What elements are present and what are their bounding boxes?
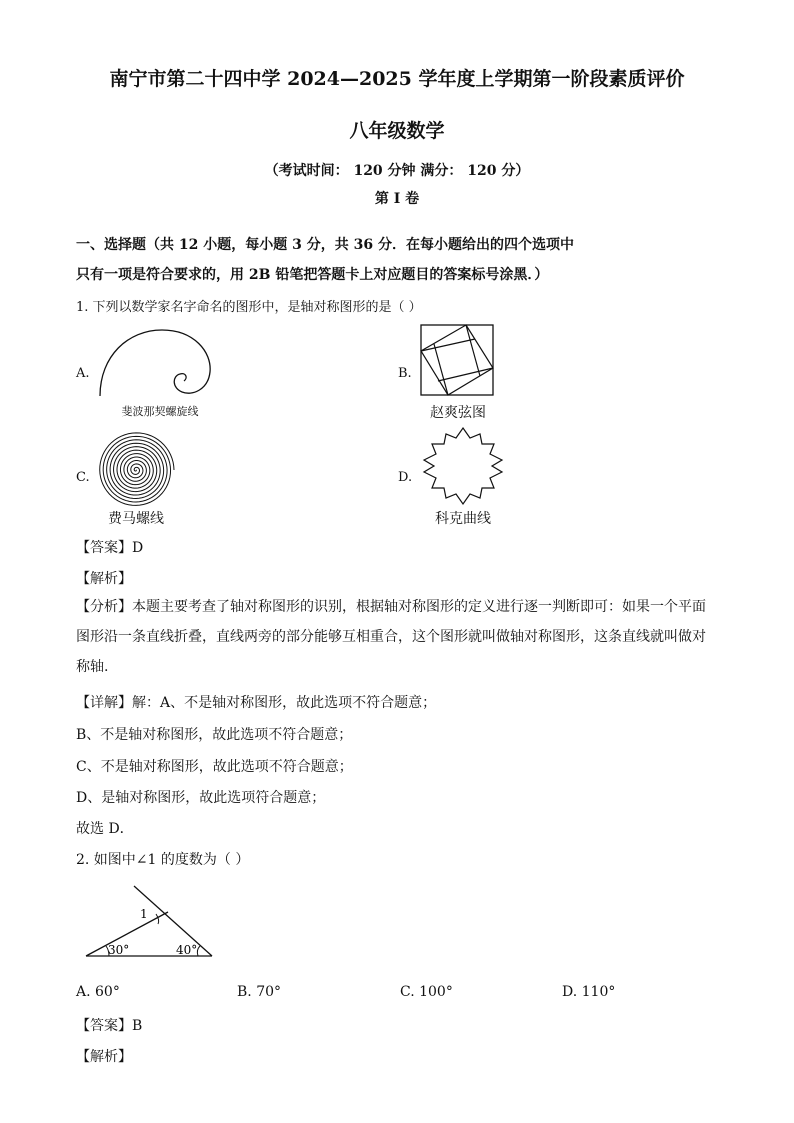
koch-curve-icon: [418, 426, 508, 506]
q1-detail-line-5: 故选 D．: [76, 821, 134, 837]
triangle-figure: [84, 884, 216, 960]
q1-detail-line-3: C、不是轴对称图形，故此选项不符合题意；: [76, 759, 353, 775]
q1-detail-line-4: D、是轴对称图形，故此选项符合题意；: [76, 790, 326, 806]
q1-detail-line-2: B、不是轴对称图形，故此选项不符合题意；: [76, 727, 353, 743]
question-2-stem: 2. 如图中∠1 的度数为（ ）: [76, 852, 250, 868]
q1-option-c-letter: C.: [76, 470, 90, 485]
q1-answer: 【答案】D: [76, 540, 144, 556]
q1-option-d-letter: D.: [398, 470, 413, 485]
q1-option-c-caption: 费马螺线: [108, 511, 164, 527]
section-heading-line1: 一、选择题（共 12 小题，每小题 3 分，共 36 分．在每小题给出的四个选项中: [76, 237, 574, 253]
q2-option-c: C. 100°: [400, 984, 453, 1000]
fermat-spiral-path: [100, 433, 174, 506]
q1-analysis-text: 【分析】本题主要考查了轴对称图形的识别，根据轴对称图形的定义进行逐一判断即可：如果一个平面图形沿一条直线折叠，直线两旁的部分能够互相重合，这个图形就叫做轴对称图形，这条直线就叫做对称轴.: [76, 599, 706, 675]
exam-info: （考试时间： 120 分钟 满分： 120 分）: [264, 163, 530, 179]
q2-analysis-label: 【解析】: [76, 1049, 132, 1065]
q1-option-b-caption: 赵爽弦图: [430, 405, 486, 421]
zhao-shuang-diagram-icon: [420, 324, 496, 398]
q1-option-a-letter: A.: [76, 366, 90, 381]
question-1-stem: 1. 下列以数学家名字命名的图形中，是轴对称图形的是（ ）: [76, 300, 422, 315]
q1-option-d-caption: 科克曲线: [435, 511, 491, 527]
fermat-spiral-icon: [96, 430, 176, 510]
q1-analysis-label: 【解析】: [76, 571, 132, 587]
angle-40-label: 40°: [176, 943, 198, 957]
q2-option-b: B. 70°: [237, 984, 282, 1000]
q1-option-b-letter: B.: [398, 366, 412, 381]
fibonacci-spiral-icon: [98, 326, 220, 398]
angle-30-label: 30°: [108, 943, 130, 957]
q1-detail-line-1: 【详解】解：A、不是轴对称图形，故此选项不符合题意；: [76, 695, 437, 711]
q2-option-a: A. 60°: [76, 984, 120, 1000]
q1-option-a-caption: 斐波那契螺旋线: [121, 405, 199, 418]
document-title-line1: 南宁市第二十四中学 2024—2025 学年度上学期第一阶段素质评价: [109, 68, 685, 90]
section-heading-line2: 只有一项是符合要求的，用 2B 铅笔把答题卡上对应题目的答案标号涂黑．）: [76, 267, 549, 283]
q2-option-d: D. 110°: [562, 984, 616, 1000]
angle-1-label: 1: [140, 907, 148, 921]
document-title-line2: 八年级数学: [349, 120, 445, 142]
q2-answer: 【答案】B: [76, 1018, 143, 1034]
volume-label: 第 I 卷: [374, 191, 420, 207]
